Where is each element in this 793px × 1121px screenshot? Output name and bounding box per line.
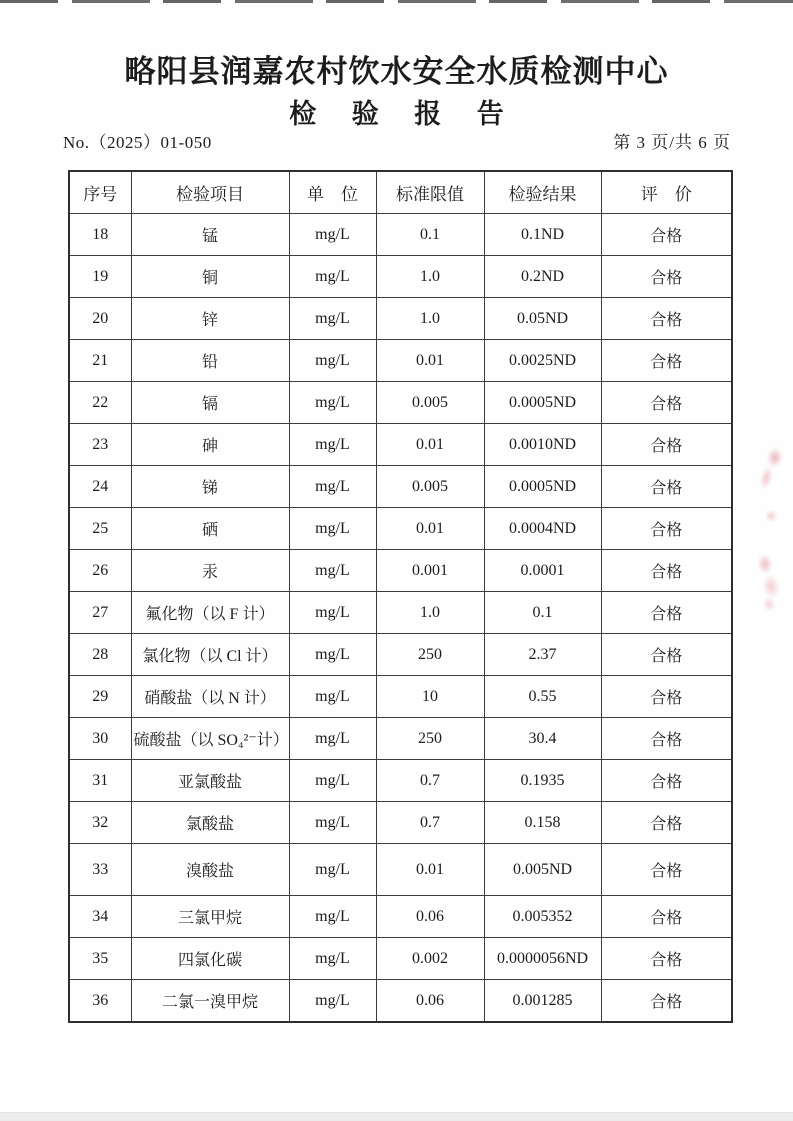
table-cell: 三氯甲烷: [131, 896, 289, 938]
table-cell: 锌: [131, 298, 289, 340]
report-number: No.（2025）01-050: [63, 133, 212, 152]
table-cell: mg/L: [289, 844, 376, 896]
table-cell: 合格: [601, 256, 732, 298]
table-cell: 22: [69, 382, 131, 424]
table-cell: 0.06: [376, 896, 484, 938]
table-cell: 合格: [601, 718, 732, 760]
table-cell: 汞: [131, 550, 289, 592]
table-row: [69, 980, 732, 1023]
table-cell: 合格: [601, 340, 732, 382]
table-cell: 硒: [131, 508, 289, 550]
table-cell: mg/L: [289, 508, 376, 550]
table-cell: 21: [69, 340, 131, 382]
table-cell: 硫酸盐（以 SO₄²⁻计）: [131, 718, 289, 760]
red-ink-smudge: [750, 550, 788, 612]
table-row: [69, 340, 732, 382]
table-cell: 0.0025ND: [484, 340, 601, 382]
table-cell: 合格: [601, 592, 732, 634]
table-cell: 0.158: [484, 802, 601, 844]
table-cell: 0.2ND: [484, 256, 601, 298]
table-cell: 合格: [601, 634, 732, 676]
table-cell: 合格: [601, 550, 732, 592]
table-cell: 30.4: [484, 718, 601, 760]
table-cell: 32: [69, 802, 131, 844]
table-cell: 0.01: [376, 844, 484, 896]
table-cell: 18: [69, 214, 131, 256]
table-row: [69, 634, 732, 676]
table-cell: 34: [69, 896, 131, 938]
table-cell: mg/L: [289, 340, 376, 382]
report-subtitle: 检 验 报 告: [289, 99, 518, 129]
table-cell: 0.001285: [484, 980, 601, 1023]
scan-artifact-bottom: [0, 1112, 793, 1121]
table-cell: 合格: [601, 802, 732, 844]
results-table: [68, 170, 733, 1023]
table-row: [69, 896, 732, 938]
table-cell: 合格: [601, 844, 732, 896]
table-cell: 合格: [601, 896, 732, 938]
table-cell: 0.0005ND: [484, 466, 601, 508]
table-cell: 四氯化碳: [131, 938, 289, 980]
table-cell: 33: [69, 844, 131, 896]
table-cell: 250: [376, 718, 484, 760]
table-cell: 20: [69, 298, 131, 340]
table-cell: mg/L: [289, 634, 376, 676]
table-cell: mg/L: [289, 550, 376, 592]
table-row: [69, 256, 732, 298]
table-cell: mg/L: [289, 592, 376, 634]
table-cell: mg/L: [289, 718, 376, 760]
table-cell: mg/L: [289, 298, 376, 340]
table-cell: 36: [69, 980, 131, 1023]
table-cell: 合格: [601, 676, 732, 718]
table-cell: 0.005: [376, 382, 484, 424]
table-cell: 30: [69, 718, 131, 760]
table-cell: mg/L: [289, 980, 376, 1023]
table-cell: 0.002: [376, 938, 484, 980]
table-cell: 合格: [601, 466, 732, 508]
table-cell: 24: [69, 466, 131, 508]
table-cell: mg/L: [289, 466, 376, 508]
table-cell: 锑: [131, 466, 289, 508]
table-cell: 1.0: [376, 298, 484, 340]
results-table-body: [69, 214, 732, 1023]
table-row: [69, 592, 732, 634]
table-cell: 氟化物（以 F 计）: [131, 592, 289, 634]
table-row: [69, 424, 732, 466]
table-cell: mg/L: [289, 256, 376, 298]
table-cell: 0.005352: [484, 896, 601, 938]
table-cell: 0.01: [376, 424, 484, 466]
table-cell: mg/L: [289, 802, 376, 844]
table-cell: 0.05ND: [484, 298, 601, 340]
column-header-item: 检验项目: [131, 171, 289, 214]
table-cell: 铅: [131, 340, 289, 382]
table-cell: 合格: [601, 298, 732, 340]
table-cell: 0.01: [376, 508, 484, 550]
table-cell: 硝酸盐（以 N 计）: [131, 676, 289, 718]
table-row: [69, 466, 732, 508]
table-cell: 23: [69, 424, 131, 466]
table-cell: 砷: [131, 424, 289, 466]
table-cell: 二氯一溴甲烷: [131, 980, 289, 1023]
table-cell: 0.0004ND: [484, 508, 601, 550]
table-row: [69, 550, 732, 592]
table-cell: 0.005: [376, 466, 484, 508]
table-cell: 29: [69, 676, 131, 718]
table-cell: 19: [69, 256, 131, 298]
table-cell: 0.7: [376, 760, 484, 802]
table-cell: 0.1935: [484, 760, 601, 802]
table-cell: 0.005ND: [484, 844, 601, 896]
table-cell: mg/L: [289, 676, 376, 718]
table-cell: 31: [69, 760, 131, 802]
table-row: [69, 214, 732, 256]
table-cell: 26: [69, 550, 131, 592]
table-cell: 合格: [601, 214, 732, 256]
table-cell: 0.7: [376, 802, 484, 844]
table-cell: 镉: [131, 382, 289, 424]
table-cell: 0.1ND: [484, 214, 601, 256]
table-row: [69, 508, 732, 550]
column-header-result: 检验结果: [484, 171, 601, 214]
page-indicator: 第 3 页/共 6 页: [613, 133, 731, 152]
table-cell: mg/L: [289, 214, 376, 256]
table-cell: 10: [376, 676, 484, 718]
table-cell: 27: [69, 592, 131, 634]
column-header-unit: 单 位: [289, 171, 376, 214]
table-cell: 合格: [601, 760, 732, 802]
column-header-limit: 标准限值: [376, 171, 484, 214]
table-cell: 0.001: [376, 550, 484, 592]
table-cell: 0.01: [376, 340, 484, 382]
table-cell: 1.0: [376, 592, 484, 634]
table-cell: 0.0010ND: [484, 424, 601, 466]
table-cell: 0.1: [484, 592, 601, 634]
table-cell: 合格: [601, 938, 732, 980]
table-cell: 合格: [601, 424, 732, 466]
column-header-seq: 序号: [69, 171, 131, 214]
table-cell: mg/L: [289, 424, 376, 466]
table-header-row: [69, 171, 732, 214]
table-cell: 0.0001: [484, 550, 601, 592]
table-cell: 合格: [601, 980, 732, 1023]
table-row: [69, 938, 732, 980]
table-cell: 氯化物（以 Cl 计）: [131, 634, 289, 676]
table-cell: mg/L: [289, 382, 376, 424]
table-cell: 2.37: [484, 634, 601, 676]
table-cell: 亚氯酸盐: [131, 760, 289, 802]
table-row: [69, 382, 732, 424]
table-cell: 铜: [131, 256, 289, 298]
table-cell: 1.0: [376, 256, 484, 298]
table-row: [69, 718, 732, 760]
table-cell: 25: [69, 508, 131, 550]
table-row: [69, 298, 732, 340]
table-cell: 35: [69, 938, 131, 980]
table-cell: 28: [69, 634, 131, 676]
table-cell: mg/L: [289, 760, 376, 802]
table-cell: 合格: [601, 382, 732, 424]
table-cell: 0.1: [376, 214, 484, 256]
table-cell: 0.0000056ND: [484, 938, 601, 980]
table-cell: mg/L: [289, 896, 376, 938]
table-row: [69, 802, 732, 844]
table-cell: 锰: [131, 214, 289, 256]
table-cell: mg/L: [289, 938, 376, 980]
table-row: [69, 676, 732, 718]
red-ink-smudge: [762, 505, 780, 527]
table-row: [69, 760, 732, 802]
column-header-judgment: 评 价: [601, 171, 732, 214]
table-cell: 0.06: [376, 980, 484, 1023]
scan-artifact-top: [0, 0, 793, 3]
table-row: [69, 844, 732, 896]
table-cell: 250: [376, 634, 484, 676]
table-cell: 氯酸盐: [131, 802, 289, 844]
table-cell: 0.55: [484, 676, 601, 718]
table-cell: 0.0005ND: [484, 382, 601, 424]
table-cell: 溴酸盐: [131, 844, 289, 896]
table-cell: 合格: [601, 508, 732, 550]
red-ink-smudge: [752, 443, 789, 496]
report-title: 略阳县润嘉农村饮水安全水质检测中心: [124, 54, 669, 89]
